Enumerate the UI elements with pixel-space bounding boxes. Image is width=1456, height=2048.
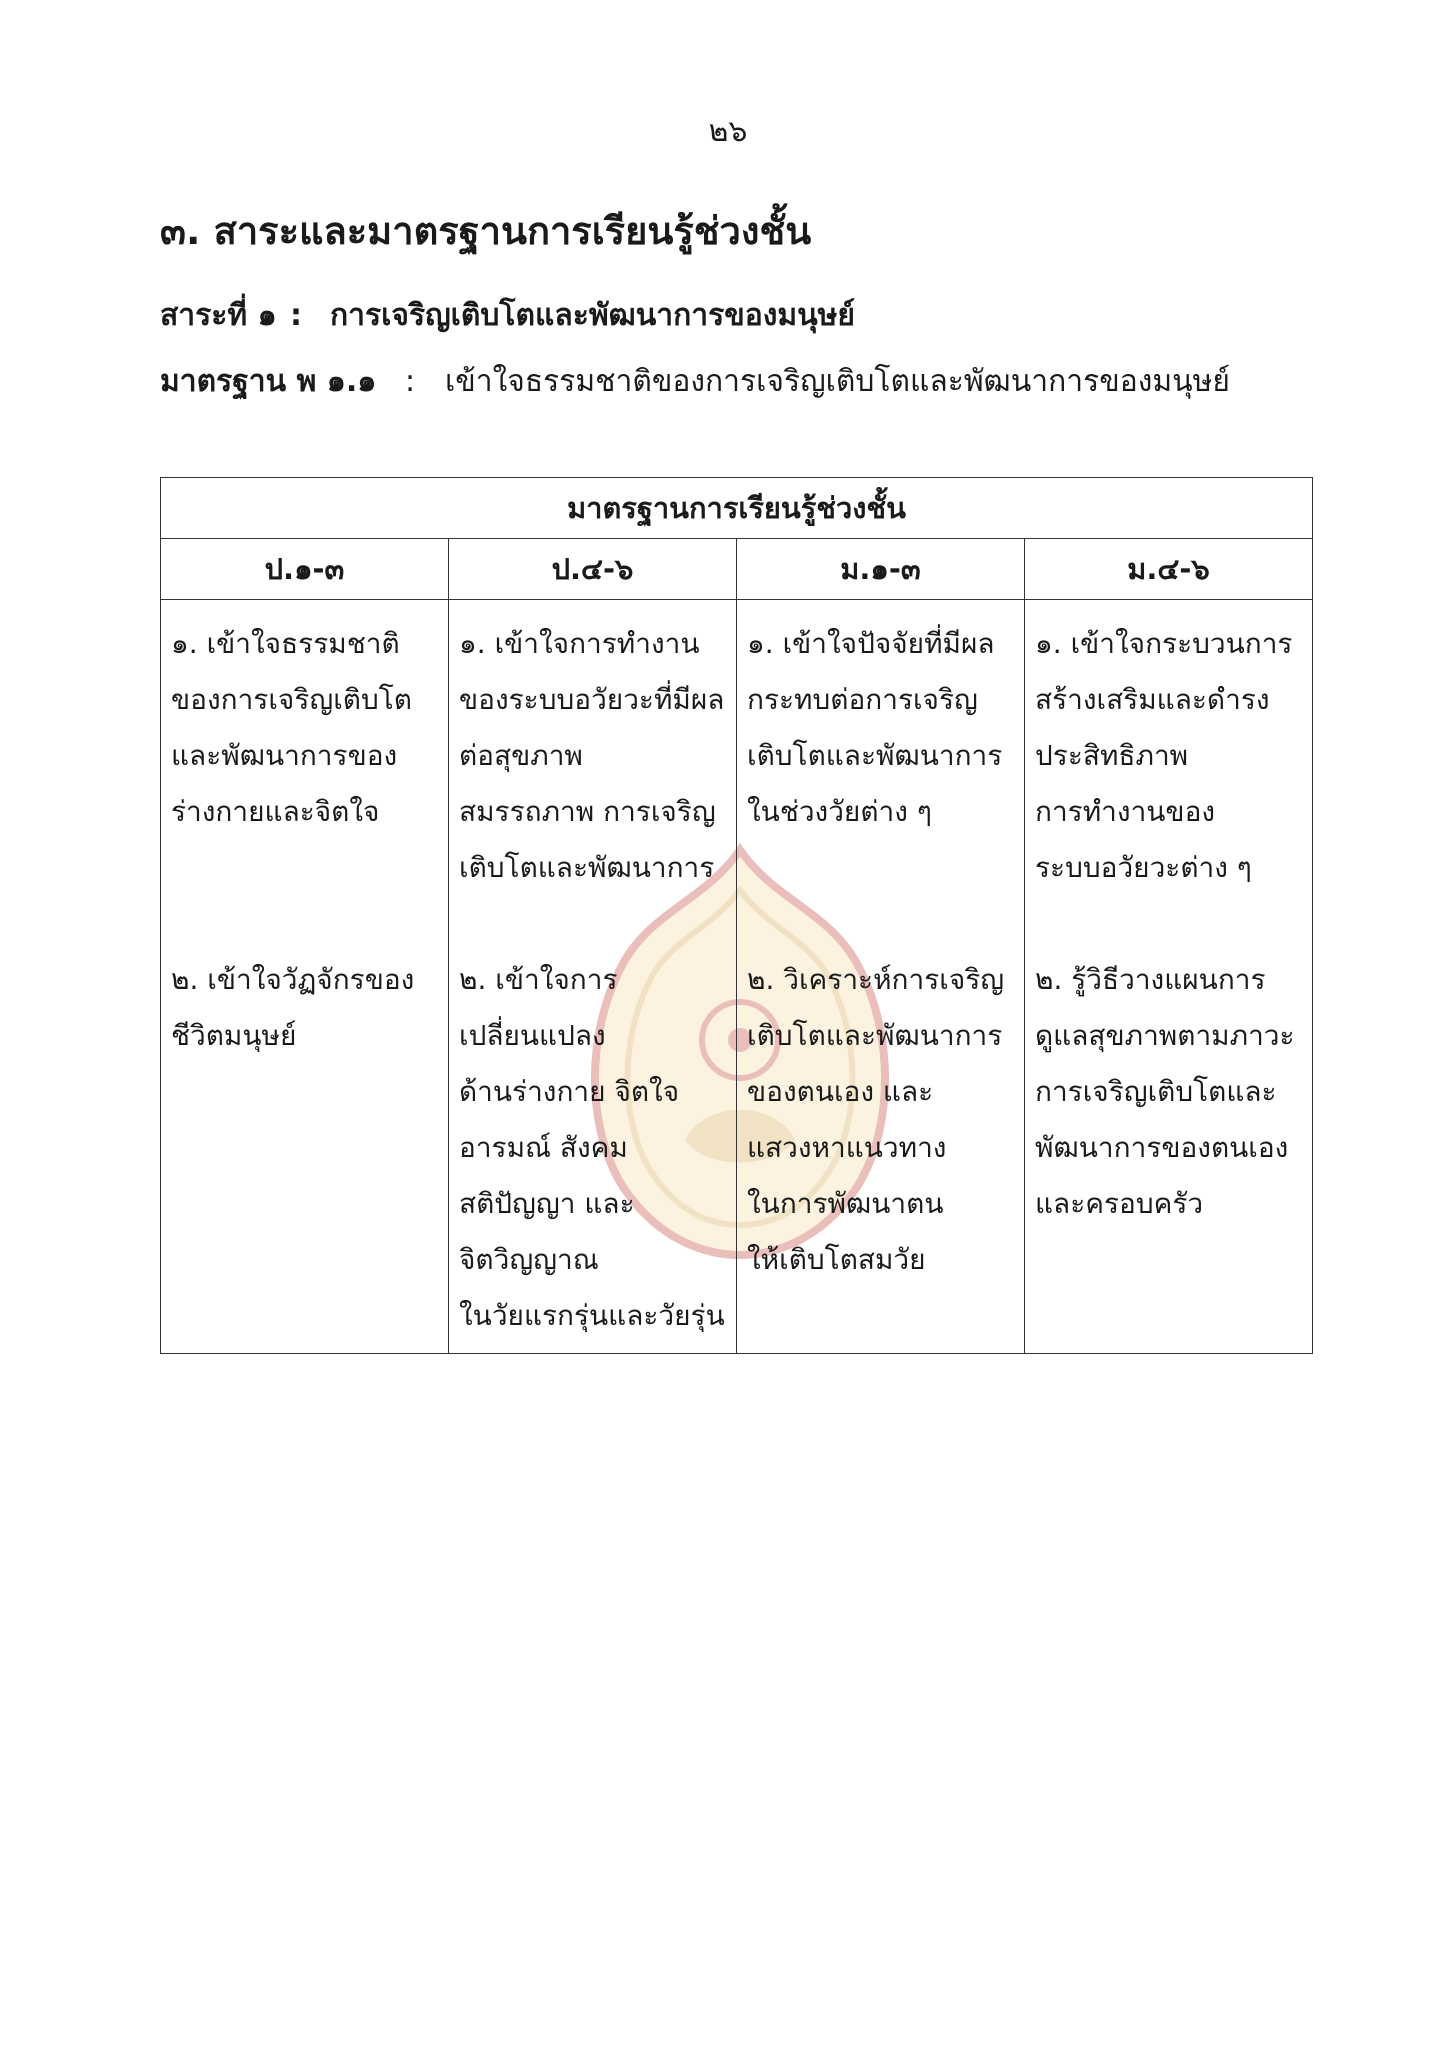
column-header: ม.๔-๖ (1025, 539, 1313, 600)
cell-line: สติปัญญา และ (459, 1187, 635, 1220)
cell-line: ในการพัฒนาตน (747, 1187, 944, 1220)
cell-line: ๒. วิเคราะห์การเจริญ (747, 963, 1005, 996)
list-item (459, 616, 726, 952)
cell-line: เติบโตและพัฒนาการ (747, 739, 1003, 772)
list-item (1035, 616, 1302, 952)
standard-line (160, 358, 1230, 405)
standard-value: เข้าใจธรรมชาติของการเจริญเติบโตและพัฒนาการของมนุษย์ (445, 364, 1231, 399)
strand-label: สาระที่ ๑ (160, 298, 277, 333)
page-number: ๒๖ (708, 114, 748, 149)
cell-line: ๑. เข้าใจธรรมชาติ (171, 627, 400, 660)
cell-line: ชีวิตมนุษย์ (171, 1019, 297, 1052)
cell-line: กระทบต่อการเจริญ (747, 683, 978, 716)
table-title: มาตรฐานการเรียนรู้ช่วงชั้น (161, 478, 1313, 539)
cell-line: ให้เติบโตสมวัย (747, 1243, 926, 1276)
cell-line: อารมณ์ สังคม (459, 1131, 628, 1164)
cell-line: และพัฒนาการของ (171, 739, 398, 772)
cell-line: ๑. เข้าใจกระบวนการ (1035, 627, 1293, 660)
cell-line: ๒. เข้าใจการเปลี่ยนแปลง (459, 963, 618, 1052)
cell-line: ต่อสุขภาพ (459, 739, 583, 772)
cell-line: ระบบอวัยวะต่าง ๆ (1035, 851, 1252, 884)
table-cell (737, 600, 1025, 1354)
list-item (459, 952, 726, 1344)
cell-line: สร้างเสริมและดำรง (1035, 683, 1270, 716)
cell-line: เติบโตและพัฒนาการ (459, 851, 715, 884)
cell-line: จิตวิญญาณ (459, 1243, 599, 1276)
strand-colon: : (290, 298, 302, 333)
section-title: ๓. สาระและมาตรฐานการเรียนรู้ช่วงชั้น (160, 209, 812, 253)
list-item (747, 616, 1014, 952)
column-header: ป.๑-๓ (161, 539, 449, 600)
cell-line: ของระบบอวัยวะที่มีผล (459, 683, 725, 716)
table-cell (161, 600, 449, 1354)
cell-line: ๒. เข้าใจวัฏจักรของ (171, 963, 415, 996)
cell-line: ประสิทธิภาพ (1035, 739, 1189, 772)
cell-line: ในวัยแรกรุ่นและวัยรุ่น (459, 1299, 725, 1332)
cell-line: ๑. เข้าใจปัจจัยที่มีผล (747, 627, 995, 660)
cell-line: ดูแลสุขภาพตามภาวะ (1035, 1019, 1295, 1052)
column-header: ม.๑-๓ (737, 539, 1025, 600)
standard-label: มาตรฐาน พ ๑.๑ (160, 364, 377, 399)
standards-table (160, 477, 1313, 1354)
cell-line: แสวงหาแนวทาง (747, 1131, 947, 1164)
strand-value: การเจริญเติบโตและพัฒนาการของมนุษย์ (330, 298, 855, 333)
list-item (171, 952, 438, 1064)
cell-line: ๑. เข้าใจการทำงาน (459, 627, 700, 660)
cell-line: ร่างกายและจิตใจ (171, 795, 380, 828)
cell-line: ของการเจริญเติบโต (171, 683, 412, 716)
list-item (747, 952, 1014, 1288)
cell-line: ของตนเอง และ (747, 1075, 934, 1108)
cell-line: การเจริญเติบโตและ (1035, 1075, 1277, 1108)
list-item (171, 616, 438, 952)
strand-line (160, 292, 855, 339)
cell-line: สมรรถภาพ การเจริญ (459, 795, 716, 828)
list-item (1035, 952, 1302, 1232)
table-cell (449, 600, 737, 1354)
cell-line: การทำงานของ (1035, 795, 1216, 828)
cell-line: ๒. รู้วิธีวางแผนการ (1035, 963, 1266, 996)
cell-line: และครอบครัว (1035, 1187, 1204, 1220)
cell-line: เติบโตและพัฒนาการ (747, 1019, 1003, 1052)
cell-line: พัฒนาการของตนเอง (1035, 1131, 1289, 1164)
standard-colon: : (405, 364, 416, 399)
column-header: ป.๔-๖ (449, 539, 737, 600)
cell-line: ด้านร่างกาย จิตใจ (459, 1075, 680, 1108)
cell-line: ในช่วงวัยต่าง ๆ (747, 795, 932, 828)
table-cell (1025, 600, 1313, 1354)
